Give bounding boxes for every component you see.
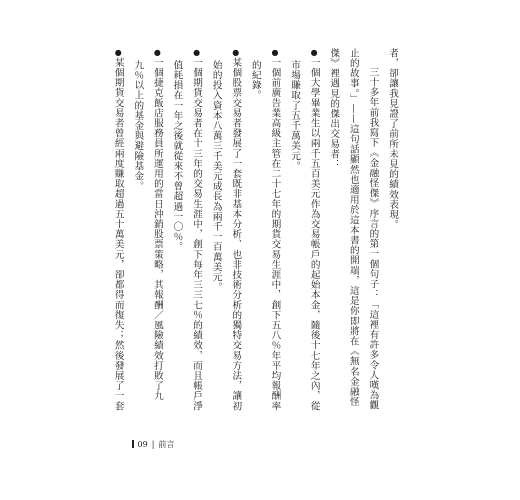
bullet-text: 某個股票交易者發展了一套既非基本分析、也非技術分析的獨特交易方法，讓初始的投入資本八萬三千美元成長為兩千一百萬美元。: [210, 57, 242, 411]
footer-rule: [132, 440, 134, 448]
bullet-icon: ●: [231, 48, 241, 58]
vertical-text-block: [112, 48, 402, 420]
bullet-icon: ●: [270, 48, 280, 58]
bullet-item: [167, 48, 206, 420]
intro-tail: 者，卻讓我見證了前所未見的績效表現。: [387, 48, 398, 230]
intro-paragraph: 三十多年前我寫下《金融怪傑》序言的第一個句子：「這裡有許多令人嘆為觀止的故事。」——這句話顯然也適用於這本書的開端，這是你即將在《無名金融怪傑》裡遇見的傑出交易者：: [328, 48, 379, 411]
footer-separator: |: [151, 440, 155, 449]
bullet-text: 一個大學畢業生以兩千五百美元作為交易帳戶的起始本金，隨後十七年之內，從市場賺取了五千萬美元。: [289, 57, 320, 411]
bullet-icon: ●: [152, 48, 162, 58]
bullet-item: [284, 48, 323, 420]
bullet-icon: ●: [309, 48, 319, 58]
bullet-text: 一個前廣告業高級主管在二十七年的期貨交易生涯中，創下五八％年平均報酬率的紀錄。: [249, 57, 281, 411]
bullet-item: [112, 48, 128, 420]
bullet-item: [128, 48, 167, 420]
page-footer: [132, 440, 174, 450]
bullet-item: [206, 48, 245, 420]
page-number: 09: [137, 440, 148, 449]
bullet-icon: ●: [113, 48, 123, 58]
bullet-item: [245, 48, 284, 420]
bullet-icon: ●: [192, 48, 202, 58]
bullet-text: 某個期貨交易者曾經兩度賺取超過五十萬美元，卻都得而復失；然後發展了一套: [112, 57, 124, 411]
bullet-text: 一個捷克飯店服務員所運用的當日沖銷股票策略，其報酬／風險績效打敗了九九％以上的基金與避險基金。: [132, 57, 163, 401]
running-head: 前言: [158, 440, 175, 449]
bullet-text: 一個期貨交易者在十三年的交易生涯中，創下每年三三七％的績效，而且帳戶淨值耗損在一年之後就從來不曾超過一〇％。: [171, 57, 203, 411]
